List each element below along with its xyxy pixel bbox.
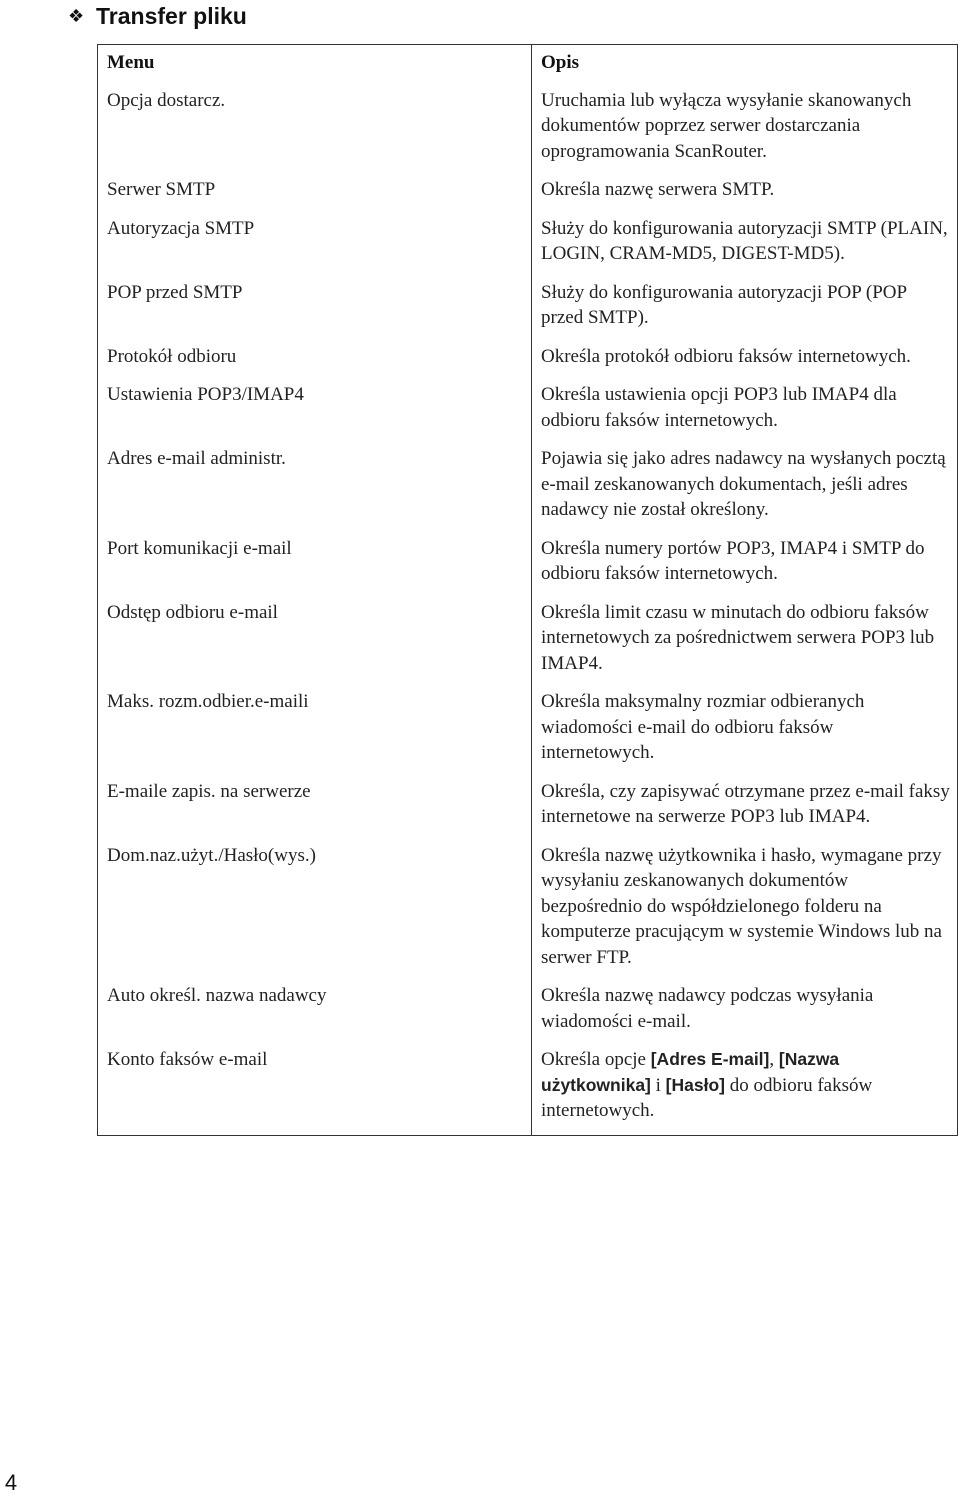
menu-item-cell: Port komunikacji e-mail — [107, 537, 292, 559]
description-cell: Określa ustawienia opcji POP3 lub IMAP4 dla odbioru faksów internetowych. — [532, 380, 958, 444]
description-text: do odbioru faksów internetowych. — [541, 1074, 873, 1121]
table-row — [98, 687, 958, 777]
menu-column-header: Menu — [107, 52, 155, 73]
section-title-text: Transfer pliku — [96, 2, 247, 29]
description-cell: Pojawia się jako adres nadawcy na wysłanych pocztą e-mail zeskanowanych dokumentach, jeśli adres nadawcy nie został określony. — [532, 444, 958, 534]
table-header-row — [98, 45, 958, 86]
table-row — [98, 534, 958, 598]
menu-item-cell: Adres e-mail administr. — [107, 448, 286, 469]
description-cell: Określa nazwę użytkownika i hasło, wymagane przy wysyłaniu zeskanowanych dokumentów bezpośrednio do współdzielonego folderu na komputerze pracującym w systemie Windows lub na serwer FTP. — [532, 841, 958, 982]
menu-item-cell: E-maile zapis. na serwerze — [107, 780, 311, 802]
page-number: 4 — [4, 1470, 18, 1495]
description-text: i — [650, 1074, 666, 1096]
table-row — [98, 777, 958, 841]
table-row — [98, 342, 958, 381]
description-cell: Służy do konfigurowania autoryzacji SMTP (PLAIN, LOGIN, CRAM-MD5, DIGEST-MD5). — [532, 214, 958, 278]
menu-item-cell: Maks. rozm.odbier.e-maili — [107, 691, 309, 712]
table-row — [98, 86, 958, 176]
description-cell: Określa protokół odbioru faksów internetowych. — [532, 342, 958, 381]
description-text: , — [769, 1049, 779, 1070]
settings-table — [97, 44, 958, 1136]
table-row — [98, 841, 958, 982]
menu-item-cell: Konto faksów e-mail — [107, 1049, 268, 1070]
table-row — [98, 981, 958, 1045]
menu-item-cell: Odstęp odbioru e-mail — [107, 601, 278, 623]
table-row — [98, 380, 958, 444]
table-row — [98, 1045, 958, 1135]
description-cell: Określa limit czasu w minutach do odbioru faksów internetowych za pośrednictwem serwera POP3 lub IMAP4. — [532, 598, 958, 688]
description-cell: Określa maksymalny rozmiar odbieranych wiadomości e-mail do odbioru faksów internetowych. — [532, 687, 958, 777]
description-column-header: Opis — [532, 45, 958, 86]
table-row — [98, 175, 958, 214]
diamond-bullet-icon: ❖ — [68, 6, 85, 26]
menu-item-cell: Auto określ. nazwa nadawcy — [107, 985, 327, 1006]
description-cell: Określa nazwę serwera SMTP. — [532, 175, 958, 214]
haslo-key-label: [Hasło] — [665, 1074, 725, 1095]
nazwa-uzytkownika-key-label: [Nazwa użytkownika] — [541, 1049, 840, 1095]
adres-email-key-label: [Adres E-mail] — [650, 1049, 770, 1069]
description-cell: Określa numery portów POP3, IMAP4 i SMTP do odbioru faksów internetowych. — [532, 534, 958, 598]
description-cell — [532, 1045, 958, 1135]
description-text: Określa opcje — [541, 1049, 651, 1070]
table-row — [98, 214, 958, 278]
menu-item-cell: Dom.naz.użyt./Hasło(wys.) — [107, 844, 316, 866]
menu-item-cell: Opcja dostarcz. — [107, 89, 226, 111]
table-row — [98, 444, 958, 534]
menu-item-cell: POP przed SMTP — [107, 281, 243, 303]
menu-item-cell: Ustawienia POP3/IMAP4 — [107, 384, 304, 405]
description-cell: Uruchamia lub wyłącza wysyłanie skanowanych dokumentów poprzez serwer dostarczania oprogramowania ScanRouter. — [532, 86, 958, 176]
menu-item-cell: Autoryzacja SMTP — [107, 217, 255, 239]
description-cell: Służy do konfigurowania autoryzacji POP (POP przed SMTP). — [532, 278, 958, 342]
description-cell: Określa, czy zapisywać otrzymane przez e-mail faksy internetowe na serwerze POP3 lub IMAP4. — [532, 777, 958, 841]
menu-item-cell: Protokół odbioru — [107, 345, 237, 367]
description-cell: Określa nazwę nadawcy podczas wysyłania wiadomości e-mail. — [532, 981, 958, 1045]
section-title — [68, 0, 247, 32]
table-row — [98, 278, 958, 342]
menu-item-cell: Serwer SMTP — [107, 179, 216, 200]
table-row — [98, 598, 958, 688]
